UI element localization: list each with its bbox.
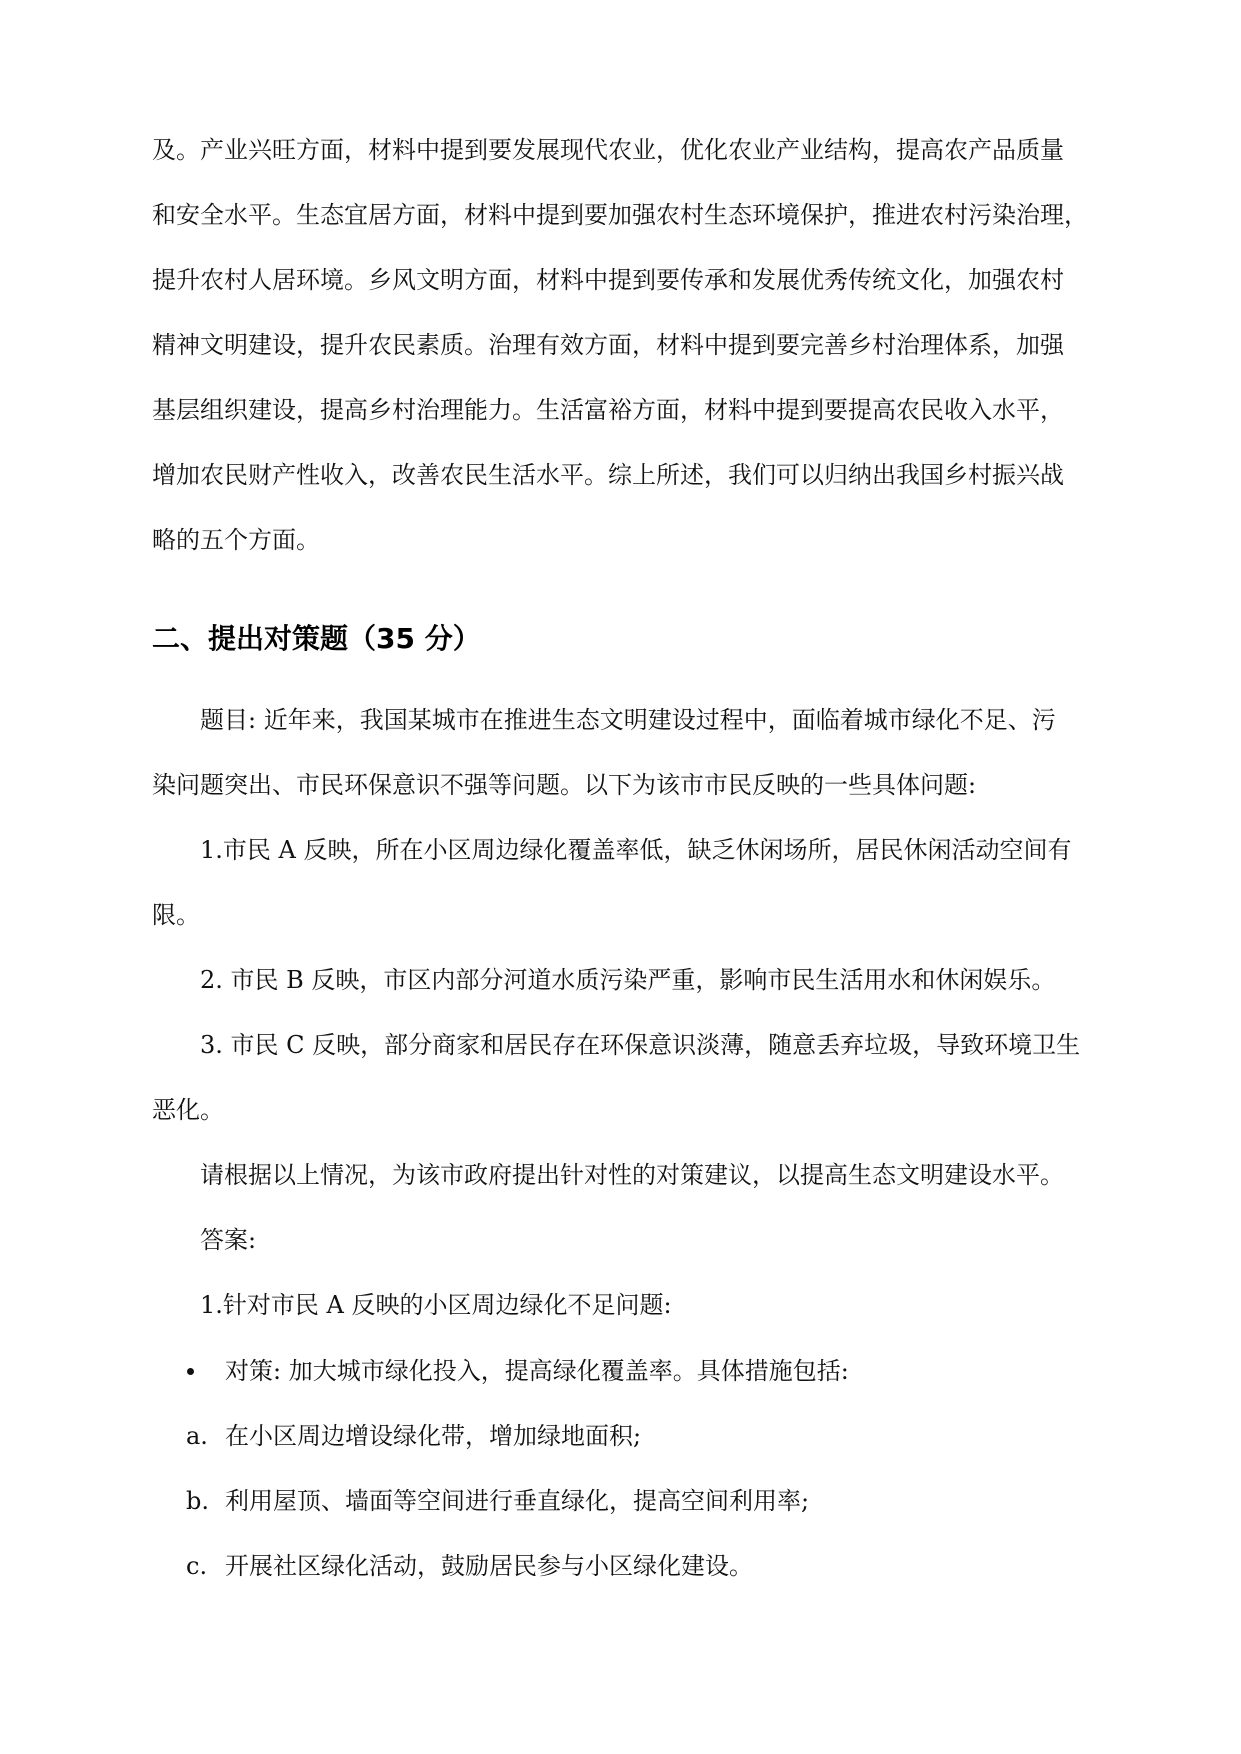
answer-label: 答案: <box>200 1226 257 1254</box>
paragraph-line: 精神文明建设，提升农民素质。治理有效方面，材料中提到要完善乡村治理体系，加强 <box>152 331 1064 359</box>
bullet-text: 对策: 加大城市绿化投入，提高绿化覆盖率。具体措施包括: <box>225 1357 849 1385</box>
question-line: 染问题突出、市民环保意识不强等问题。以下为该市市民反映的一些具体问题: <box>152 771 977 799</box>
problem-item-2: 2. 市民 B 反映，市区内部分河道水质污染严重，影响市民生活用水和休闲娱乐。 <box>200 966 1056 994</box>
section-heading: 二、提出对策题（35 分） <box>152 622 481 655</box>
measure-text: 利用屋顶、墙面等空间进行垂直绿化，提高空间利用率; <box>225 1487 810 1515</box>
question-line: 题目: 近年来，我国某城市在推进生态文明建设过程中，面临着城市绿化不足、污 <box>200 706 1056 734</box>
paragraph-line: 增加农民财产性收入，改善农民生活水平。综上所述，我们可以归纳出我国乡村振兴战 <box>152 461 1064 489</box>
measure-text: 在小区周边增设绿化带，增加绿地面积; <box>225 1422 642 1450</box>
paragraph-line: 和安全水平。生态宜居方面，材料中提到要加强农村生态环境保护，推进农村污染治理， <box>152 201 1088 229</box>
problem-item-1-continued: 限。 <box>152 901 200 929</box>
problem-item-3: 3. 市民 C 反映，部分商家和居民存在环保意识淡薄，随意丢弃垃圾，导致环境卫生 <box>200 1031 1081 1059</box>
answer-point-title: 1.针对市民 A 反映的小区周边绿化不足问题: <box>200 1291 672 1319</box>
measure-marker: c. <box>186 1552 208 1580</box>
problem-item-3-continued: 恶化。 <box>152 1096 224 1124</box>
measure-marker: a. <box>186 1422 208 1450</box>
paragraph-line: 及。产业兴旺方面，材料中提到要发展现代农业，优化农业产业结构，提高农产品质量 <box>152 136 1064 164</box>
paragraph-line: 略的五个方面。 <box>152 526 320 554</box>
problem-item-1: 1.市民 A 反映，所在小区周边绿化覆盖率低，缺乏休闲场所，居民休闲活动空间有 <box>200 836 1072 864</box>
measure-marker: b. <box>186 1487 209 1515</box>
measure-text: 开展社区绿化活动，鼓励居民参与小区绿化建设。 <box>225 1552 753 1580</box>
paragraph-line: 提升农村人居环境。乡风文明方面，材料中提到要传承和发展优秀传统文化，加强农村 <box>152 266 1064 294</box>
bullet-icon <box>187 1368 194 1375</box>
request-paragraph: 请根据以上情况，为该市政府提出针对性的对策建议，以提高生态文明建设水平。 <box>200 1161 1064 1189</box>
paragraph-line: 基层组织建设，提高乡村治理能力。生活富裕方面，材料中提到要提高农民收入水平， <box>152 396 1064 424</box>
